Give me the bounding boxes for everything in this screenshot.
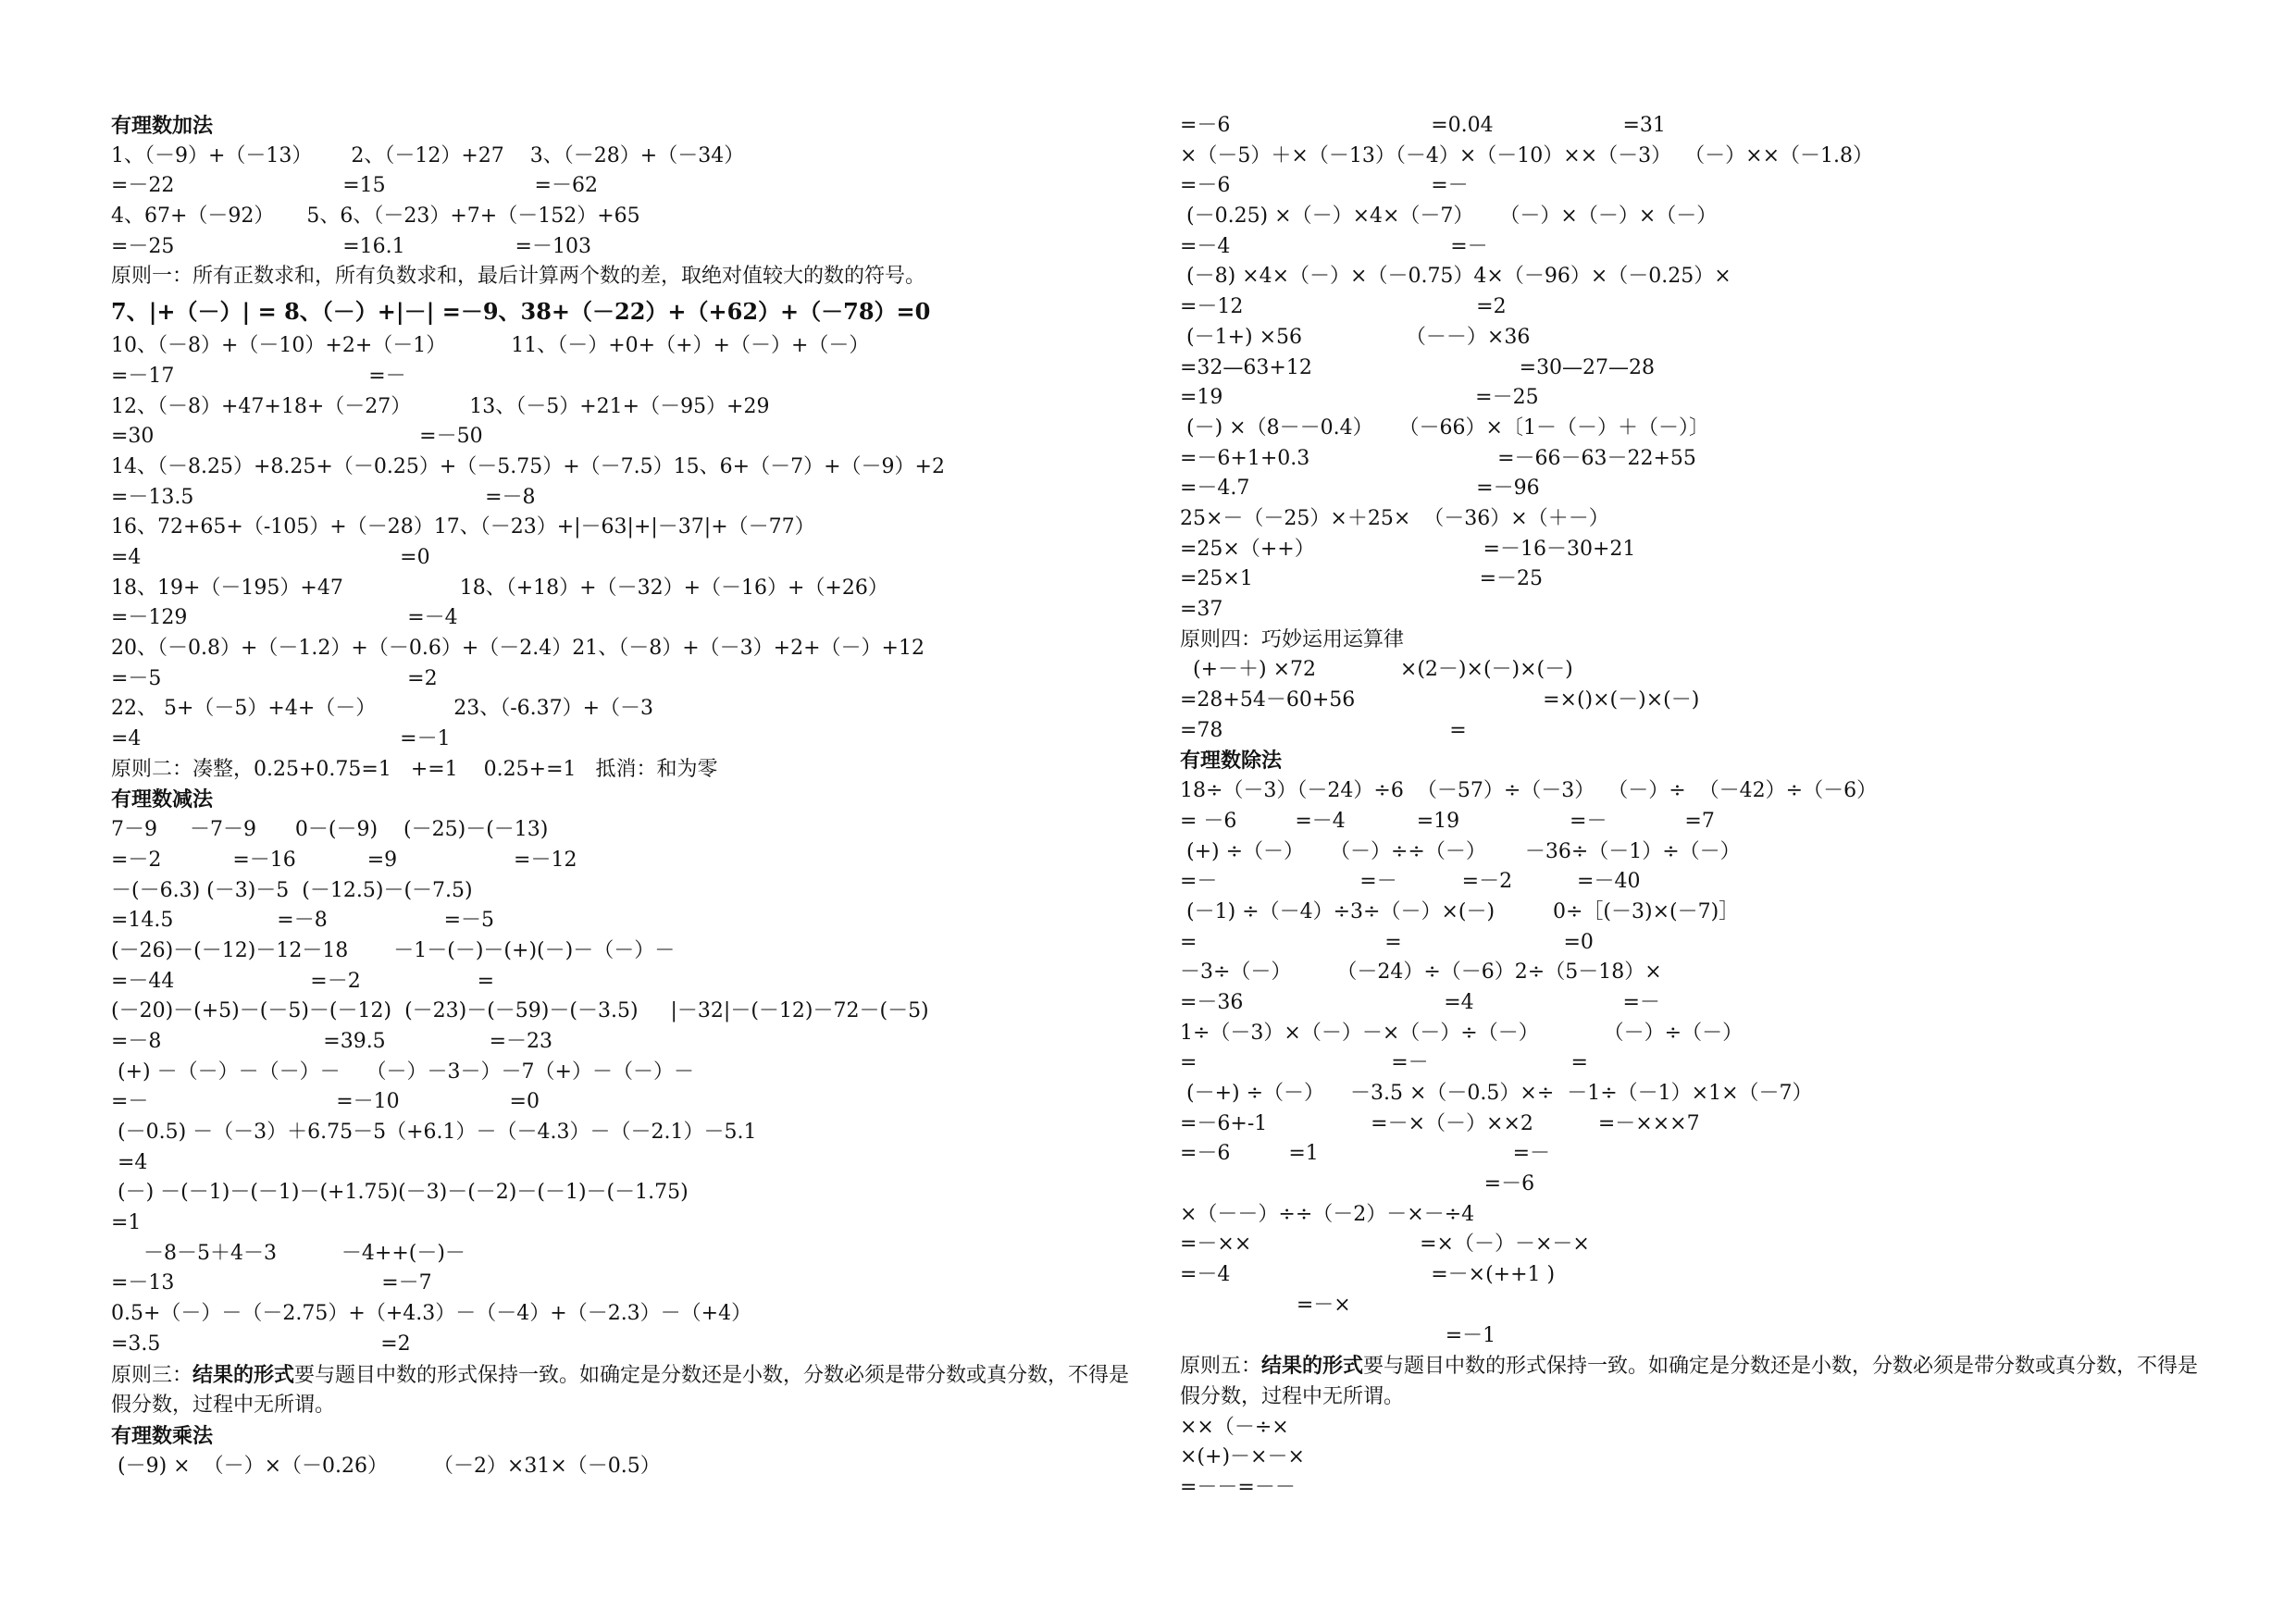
exercise-line: 10、（－8）+（－10）+2+（－1） 11、（－）+0+（+）+（－）+（－）	[111, 334, 870, 358]
rule-paragraph	[1180, 1351, 2207, 1412]
exercise-line: －3÷（－） （－24）÷（－6）2÷（5－18）×	[1180, 960, 1662, 985]
exercise-line: 1÷（－3）×（－）－×（－）÷（－） （－）÷（－）	[1180, 1021, 1744, 1045]
rule-emphasis: 结果的形式	[192, 1362, 295, 1387]
exercise-line: =－ =－ =－2 =－40	[1180, 870, 1641, 894]
exercise-line: (－26)－(－12)－12－18 －1－(－)－(+)(－)－（－）－	[111, 938, 676, 962]
exercise-line: 14、（－8.25）+8.25+（－0.25）+（－5.75）+（－7.5）15、6+（－7）+（－9）+2	[111, 454, 945, 478]
exercise-line: (－8) ×4×（－）×（－0.75）4×（－96）×（－0.25）×	[1180, 265, 1731, 289]
exercise-line: －8－5＋4－3 －4++(－)－	[111, 1241, 465, 1265]
exercise-line: (－) ×（8－－0.4） （－66）×〔1－（－）＋（－）〕	[1180, 415, 1709, 440]
exercise-line: =－8 =39.5 =－23	[111, 1029, 552, 1053]
exercise-line: 4、67+（－92） 5、6、（－23）+7+（－152）+65	[111, 204, 640, 229]
exercise-line: =－6 =1 =－	[1180, 1142, 1551, 1166]
rule-text: 要与题目中数的形式保持一致。如确定是分数还是小数，分数必须是带分数或真分数，不得是假分数，过程中无所谓。	[1180, 1355, 2199, 1408]
exercise-line: =－5 =2	[111, 666, 438, 690]
exercise-line: =25×（++） =－16－30+21	[1180, 537, 1636, 561]
exercise-line: =30 =－50	[111, 425, 483, 449]
rule-paragraph	[111, 1360, 1138, 1421]
exercise-line: (+) ÷（－） （－）÷÷（－） －36÷（－1）÷（－）	[1180, 839, 1741, 863]
exercise-line: 原则二：凑整，0.25+0.75=1 +=1 0.25+=1 抵消：和为零	[111, 757, 718, 781]
exercise-line: 18、19+（－195）+47 18、（+18）+（－32）+（－16）+（+26）	[111, 576, 888, 600]
exercise-line: =－2 =－16 =9 =－12	[111, 848, 577, 872]
exercise-line: =－22 =15 =－62	[111, 174, 598, 198]
exercise-line: = =－ =	[1180, 1051, 1588, 1075]
exercise-line: =－6+1+0.3 =－66－63－22+55	[1180, 446, 1696, 470]
section-heading: 有理数加法	[111, 114, 214, 138]
exercise-line: =1	[111, 1211, 142, 1235]
exercise-line: =－4.7 =－96	[1180, 477, 1540, 501]
exercise-line: 原则四：巧妙运用运算律	[1180, 627, 1405, 651]
exercise-line: =－17 =－	[111, 364, 406, 388]
exercise-line: =－×	[1180, 1293, 1351, 1317]
exercise-line: (－0.25) ×（－）×4×（－7） （－）×（－）×（－）	[1180, 204, 1718, 229]
exercise-line: =－×× =×（－）－×－×	[1180, 1233, 1590, 1257]
exercise-line: =28+54－60+56 =×()×(－)×(－)	[1180, 688, 1700, 712]
rule-emphasis: 结果的形式	[1261, 1354, 1364, 1379]
left-column	[111, 111, 1138, 1481]
exercise-line: ×（－－）÷÷（－2）－×－÷4	[1180, 1202, 1475, 1226]
exercise-line: 7、|+（－）| = 8、（－）+|－| =－9、38+（－22）+（+62）+（－78）=0	[111, 298, 931, 326]
exercise-line: (－+) ÷（－） －3.5 ×（－0.5）×÷ －1÷（－1）×1×（－7）	[1180, 1082, 1813, 1105]
rule-prefix: 原则三：	[111, 1363, 193, 1387]
exercise-line: (－0.5) －（－3）＋6.75－5（+6.1）－（－4.3）－（－2.1）－5.1	[111, 1121, 757, 1144]
exercise-line: =－1	[1180, 1323, 1496, 1347]
exercise-line: =14.5 =－8 =－5	[111, 909, 495, 933]
exercise-line: (－1+) ×56 （－－）×36	[1180, 325, 1531, 349]
exercise-line: 12、（－8）+47+18+（－27） 13、（－5）+21+（－95）+29	[111, 394, 770, 418]
exercise-line: 16、72+65+（-105）+（－28）17、（－23）+|－63|+|－37|+（－77）	[111, 515, 815, 539]
exercise-line: =4	[111, 1150, 148, 1174]
exercise-line: =－6+-1 =－×（－）××2 =－×××7	[1180, 1111, 1700, 1135]
exercise-line: ×（－5）＋×（－13）（－4）×（－10）××（－3） （－）××（－1.8）	[1180, 143, 1873, 167]
exercise-line: 0.5+（－）－（－2.75）+（+4.3）－（－4）+（－2.3）－（+4）	[111, 1302, 752, 1326]
exercise-line: －(－6.3) (－3)－5 (－12.5)－(－7.5)	[111, 878, 473, 902]
exercise-line: =25×1 =－25	[1180, 567, 1544, 591]
exercise-line: = －6 =－4 =19 =－ =7	[1180, 809, 1715, 833]
exercise-line: =3.5 =2	[111, 1332, 411, 1356]
exercise-line: (－1) ÷（－4）÷3÷（－）×(－) 0÷［(－3)×(－7)］	[1180, 899, 1740, 923]
exercise-line: ×(+)－×－×	[1180, 1445, 1305, 1469]
rule-prefix: 原则五：	[1180, 1355, 1262, 1379]
exercise-line: 18÷（－3）（－24）÷6 （－57）÷（－3） （－）÷ （－42）÷（－6）	[1180, 779, 1878, 803]
exercise-line: =4 =0	[111, 545, 430, 569]
exercise-line: =－36 =4 =－	[1180, 990, 1660, 1014]
exercise-line: =－6	[1180, 1172, 1535, 1196]
exercise-line: 7－9 －7－9 0－(－9) (－25)－(－13)	[111, 818, 549, 842]
exercise-line: (+－＋) ×72 ×(2－)×(－)×(－)	[1180, 658, 1573, 682]
exercise-line: = = =0	[1180, 930, 1594, 954]
exercise-line: =－25 =16.1 =－103	[111, 234, 591, 258]
exercise-line: 1、（－9）+（－13） 2、（－12）+27 3、（－28）+（－34）	[111, 143, 745, 167]
exercise-line: =4 =－1	[111, 727, 451, 751]
exercise-line: =－4 =－×(++1 )	[1180, 1263, 1556, 1287]
exercise-line: =37	[1180, 598, 1223, 621]
exercise-line: 20、（－0.8）+（－1.2）+（－0.6）+（－2.4）21、（－8）+（－3）+2+（－）+12	[111, 637, 925, 660]
exercise-line: (－) －(－1)－(－1)－(+1.75)(－3)－(－2)－(－1)－(－1.75)	[111, 1181, 689, 1205]
exercise-line: =－6 =－	[1180, 174, 1469, 198]
exercise-line: =－4 =－	[1180, 234, 1488, 258]
exercise-line: =－6 =0.04 =31	[1180, 114, 1666, 137]
exercise-line: =－12 =2	[1180, 295, 1507, 319]
exercise-line: =－129 =－4	[111, 606, 458, 630]
exercise-line: =78 =	[1180, 718, 1467, 742]
exercise-line: =－13 =－7	[111, 1271, 432, 1295]
rule-text: 要与题目中数的形式保持一致。如确定是分数还是小数，分数必须是带分数或真分数，不得是假分数，过程中无所谓。	[111, 1363, 1130, 1418]
exercise-line: 25×－（－25）×＋25× （－36）×（＋－）	[1180, 506, 1609, 530]
section-heading: 有理数除法	[1180, 749, 1283, 774]
exercise-line: 原则一：所有正数求和，所有负数求和，最后计算两个数的差，取绝对值较大的数的符号。	[111, 265, 926, 289]
section-heading: 有理数乘法	[111, 1423, 214, 1448]
section-heading: 有理数减法	[111, 787, 214, 812]
exercise-line: =32—63+12 =30—27—28	[1180, 355, 1656, 379]
exercise-line: (－20)－(+5)－(－5)－(－12) (－23)－(－59)－(－3.5) |－32|－(－12)－72－(－5)	[111, 999, 929, 1023]
exercise-line: =－ =－10 =0	[111, 1090, 540, 1114]
exercise-line: =19 =－25	[1180, 386, 1539, 410]
exercise-line: =－－=－－	[1180, 1475, 1296, 1499]
exercise-line: =－13.5 =－8	[111, 485, 536, 509]
exercise-line: (+) －（－）－（－）－ （－）－3－）－7（+）－（－）－	[111, 1059, 694, 1084]
right-column	[1180, 111, 2207, 1504]
exercise-line: (－9) × （－）×（－0.26） （－2）×31×（－0.5）	[111, 1454, 661, 1478]
exercise-line: ××（－÷×	[1180, 1415, 1289, 1439]
exercise-line: =－44 =－2 =	[111, 969, 495, 993]
exercise-line: 22、 5+（－5）+4+（－） 23、（-6.37）+（－3	[111, 697, 654, 721]
